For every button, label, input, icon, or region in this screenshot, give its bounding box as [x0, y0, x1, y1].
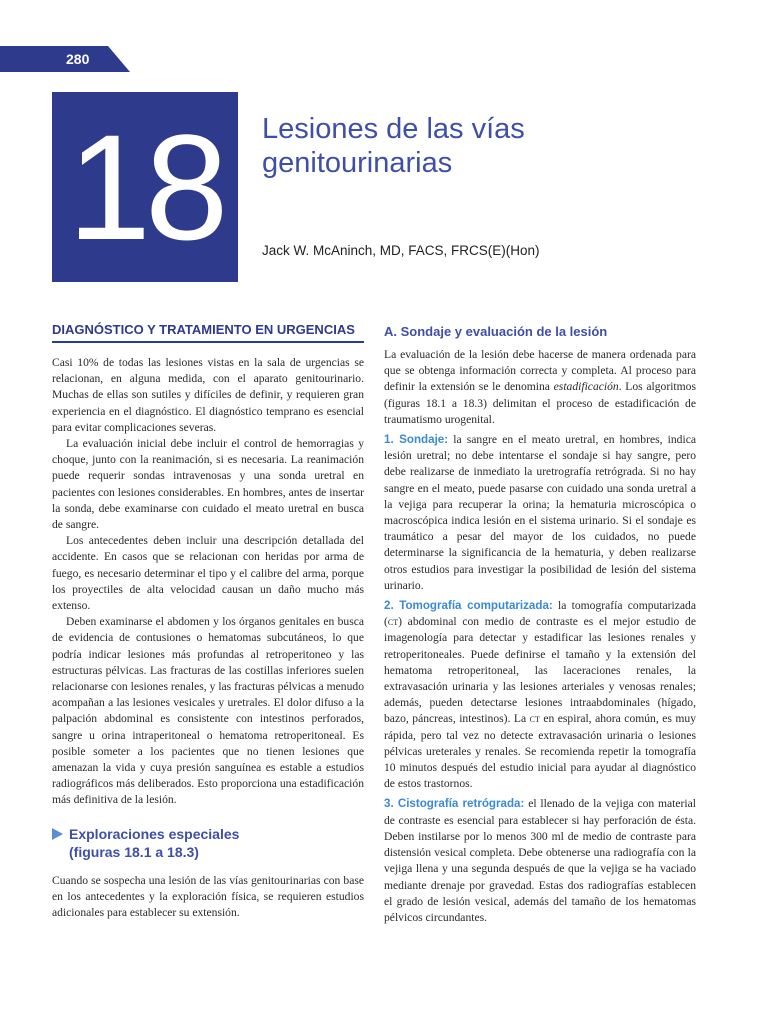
left-paragraph-3: Los antecedentes deben incluir una descripción detallada del accidente. En casos que se relacionan con heridas por arma de fuego, es necesario determinar el tipo y el calibre del arma, porque los proyectiles de alta velocidad causan un daño mucho más extenso.	[52, 534, 364, 613]
intro-paragraph: La evaluación de la lesión debe hacerse de manera ordenada para que se obtenga información correcta y completa. Al proceso para definir la extensión se le denomina estadificación. Los algoritmos (figuras 18.1 a 18.3) delimitan el proceso de estadificación de traumatismo urogenital.	[384, 348, 696, 426]
chapter-number-box	[52, 92, 238, 282]
item-tomografia-heading: 2. Tomografía computarizada:	[384, 599, 553, 613]
chapter-title: Lesiones de las vías genitourinarias	[262, 113, 525, 179]
page-number: 280	[66, 51, 90, 67]
right-column	[384, 322, 696, 926]
chapter-author: Jack W. McAninch, MD, FACS, FRCS(E)(Hon)	[262, 243, 540, 258]
explorations-heading-line1: Exploraciones especiales	[69, 825, 240, 842]
triangle-bullet-icon	[52, 828, 63, 840]
left-paragraph-4: Deben examinarse el abdomen y los órganos genitales en busca de evidencia de contusiones o hematomas subcutáneos, lo que podría indicar lesiones más profundas al retroperitoneo y las estructuras pélvicas. Las fracturas de las costillas inferiores suelen relacionarse con lesiones renales, y las fracturas pélvicas a menudo acompañan a las lesiones vesicales y uretrales. El dolor difuso a la palpación abdominal es consistente con intestinos perforados, sangre u orina intraperitoneal o hematoma retroperitoneal. Es posible someter a los pacientes que no tienen lesiones que amenazan la vida y cuya presión sanguínea es estable a estudios radiográficos más deliberados. Esto proporciona una estadificación más definitiva de la lesión.	[52, 615, 364, 807]
explorations-heading	[52, 825, 364, 861]
item-sondaje-heading: 1. Sondaje:	[384, 433, 449, 447]
item-cistografia-heading: 3. Cistografía retrógrada:	[384, 797, 525, 811]
page-tab-tip	[108, 46, 130, 72]
page-number-tab	[0, 46, 108, 72]
explorations-heading-line2: (figuras 18.1 a 18.3)	[69, 843, 199, 860]
subsection-title: A. Sondaje y evaluación de la lesión	[384, 324, 608, 339]
left-column	[52, 322, 364, 921]
item-cistografia: 3. Cistografía retrógrada: el llenado de la vejiga con material de contraste es esencial para establecer si hay perforación de ésta. Deben instilarse por lo menos 300 ml de medio de contraste para distensión vesical completa. Debe obtenerse una radiografía con la vejiga llena y una segunda después de que la vejiga se ha vaciado mediante drenaje por gravedad. Estas dos radiografías establecen el grado de lesión vesical, además del tamaño de los hematomas pélvicos circundantes.	[384, 797, 697, 924]
item-tomografia: 2. Tomografía computarizada: la tomografía computarizada (ct) abdominal con medio de contraste es el mejor estudio de imagenología para detectar y estadificar las lesiones renales y retroperitoneales. Puede definirse el tamaño y la extensión del hematoma retroperitoneal, las laceraciones renales, la extravasación urinaria y las lesiones arteriales y venosas renales; además, pueden detectarse lesiones intraabdominales (hígado, bazo, páncreas, intestinos). La ct en espiral, ahora común, es muy rápida, pero tal vez no detecte extravasación urinaria o lesiones pélvicas ureterales y renales. Se recomienda repetir la tomografía 10 minutos después del estudio inicial para ayudar al diagnóstico de estos trastornos.	[384, 599, 696, 791]
explorations-paragraph: Cuando se sospecha una lesión de las vías genitourinarias con base en los antecedentes y la exploración física, se requieren estudios adicionales para establecer su extensión.	[52, 873, 364, 920]
left-paragraph-2: La evaluación inicial debe incluir el control de hemorragias y choque, junto con la reanimación, si es necesaria. La reanimación puede requerir sondas intravenosas y una sonda uretral en pacientes con lesiones considerables. En hombres, antes de insertar la sonda, debe examinarse con cuidado el meato uretral en busca de sangre.	[52, 437, 364, 532]
left-paragraph-1: Casi 10% de todas las lesiones vistas en la sala de urgencias se relacionan, en alguna medida, con el aparato genitourinario. Muchas de ellas son sutiles y difíciles de definir, y requieren gran experiencia en el diagnóstico. El diagnóstico temprano es esencial para evitar complicaciones severas.	[52, 356, 364, 434]
section-title: DIAGNÓSTICO Y TRATAMIENTO EN URGENCIAS	[52, 322, 364, 343]
item-sondaje: 1. Sondaje: la sangre en el meato uretral, en hombres, indica lesión uretral; no debe intentarse el sondaje si hay sangre, pero debe realizarse de inmediato la uretrografía retrógrada. Si no hay sangre en el meato, puede pasarse con cuidado una sonda uretral a la vejiga para recuperar la orina; la hematuria microscópica o macroscópica indica lesión en el sistema urinario. Si el sondaje es traumático a pesar del mayor de los cuidados, no puede determinarse la significancia de la hematuria, y deben realizarse otros estudios para investigar la posibilidad de lesión del sistema urinario.	[384, 433, 696, 592]
chapter-number: 18	[67, 103, 223, 271]
